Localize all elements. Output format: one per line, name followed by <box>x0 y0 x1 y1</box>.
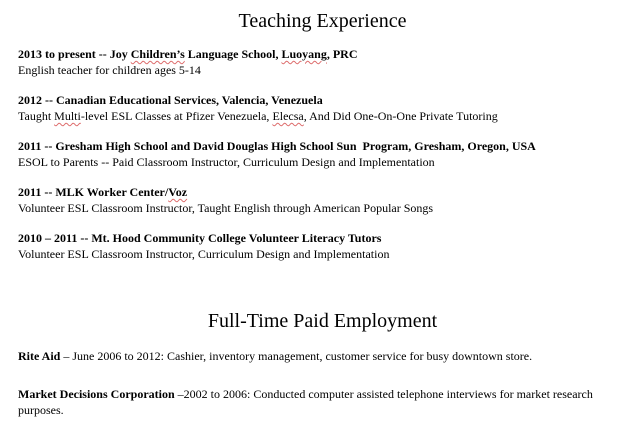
description-segment: -level ESL Classes at Pfizer Venezuela, <box>80 109 273 123</box>
entry-heading <box>18 138 627 154</box>
teaching-entry-canadian-educational <box>18 92 627 124</box>
entry-heading <box>18 230 627 246</box>
misspelled-word: Voz <box>168 185 188 199</box>
employment-entry-market-decisions <box>18 386 627 418</box>
teaching-entry-joy-childrens <box>18 46 627 78</box>
entry-description <box>18 62 627 78</box>
heading-segment: 2013 to present -- Joy <box>18 47 131 61</box>
heading-segment: Language School, <box>184 47 282 61</box>
entry-description <box>18 154 627 170</box>
entry-heading <box>18 92 627 108</box>
entry-heading <box>18 46 627 62</box>
teaching-entry-gresham-high-school <box>18 138 627 170</box>
misspelled-word: Multi <box>54 109 81 123</box>
heading-segment: 2011 -- MLK Worker Center/ <box>18 185 169 199</box>
misspelled-word: Children’s <box>130 47 185 61</box>
heading-segment: 2010 – 2011 -- Mt. Hood Community College Volunteer Literacy Tutors <box>18 231 382 245</box>
teaching-entry-mt-hood-college <box>18 230 627 262</box>
teaching-entry-mlk-worker-center <box>18 184 627 216</box>
entry-description <box>18 246 627 262</box>
description-segment: Taught <box>18 109 55 123</box>
employer-name: Market Decisions Corporation <box>18 387 175 401</box>
description-segment: ESOL to Parents -- Paid Classroom Instructor, Curriculum Design and Implementation <box>18 155 435 169</box>
entry-description <box>18 108 627 124</box>
misspelled-word: Luoyang <box>281 47 327 61</box>
misspelled-word: Elecsa <box>272 109 304 123</box>
description-segment: Volunteer ESL Classroom Instructor, Curriculum Design and Implementation <box>18 247 390 261</box>
entry-description <box>18 200 627 216</box>
description-segment: English teacher for children ages 5-14 <box>18 63 201 77</box>
entry-heading <box>18 184 627 200</box>
employer-name: Rite Aid <box>18 349 61 363</box>
description-segment: , And Did One-On-One Private Tutoring <box>303 109 498 123</box>
employment-entry-rite-aid <box>18 348 627 364</box>
heading-segment: , PRC <box>326 47 358 61</box>
description-segment: Volunteer ESL Classroom Instructor, Taught English through American Popular Songs <box>18 201 434 215</box>
heading-segment: 2012 -- Canadian Educational Services, Valencia, Venezuela <box>18 93 323 107</box>
section-title-teaching: Teaching Experience <box>238 10 407 32</box>
employment-details: – June 2006 to 2012: Cashier, inventory management, customer service for busy downtown store. <box>60 349 533 363</box>
section-title-employment: Full-Time Paid Employment <box>207 310 438 332</box>
employment-details: –2002 to 2006: Conducted computer assisted telephone interviews for market research purposes. <box>18 387 596 417</box>
heading-segment: 2011 -- Gresham High School and David Douglas High School Sun Program, Gresham, Oregon, USA <box>18 139 536 153</box>
